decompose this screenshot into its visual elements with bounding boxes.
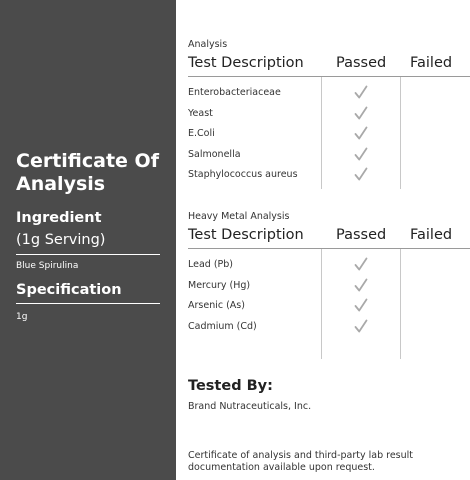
check-icon bbox=[354, 297, 368, 313]
tested-by-heading: Tested By: bbox=[188, 378, 273, 394]
check-icon bbox=[354, 125, 368, 141]
test-name: Cadmium (Cd) bbox=[188, 320, 257, 332]
table-row bbox=[188, 124, 470, 144]
heavy-metal-header-failed: Failed bbox=[410, 227, 453, 243]
table-row bbox=[188, 276, 470, 296]
specification-heading: Specification bbox=[16, 282, 122, 298]
table-row bbox=[188, 317, 470, 337]
check-icon bbox=[354, 84, 368, 100]
footer-note: Certificate of analysis and third-party lab result documentation available upon request. bbox=[188, 450, 414, 473]
check-icon bbox=[354, 146, 368, 162]
check-icon bbox=[354, 318, 368, 334]
heavy-metal-header-rule bbox=[188, 248, 470, 249]
test-name: Enterobacteriaceae bbox=[188, 87, 281, 98]
sidebar-panel bbox=[0, 0, 176, 480]
heavy-metal-section-label: Heavy Metal Analysis bbox=[188, 211, 290, 222]
test-name: Salmonella bbox=[188, 148, 241, 160]
analysis-section-label: Analysis bbox=[188, 39, 228, 50]
table-row bbox=[188, 145, 470, 165]
specification-divider bbox=[16, 303, 160, 304]
test-name: E.Coli bbox=[188, 128, 215, 139]
table-row bbox=[188, 296, 470, 316]
test-name: Yeast bbox=[188, 107, 213, 119]
test-name: Arsenic (As) bbox=[188, 300, 245, 311]
heavy-metal-header-passed: Passed bbox=[336, 227, 387, 243]
table-row bbox=[188, 255, 470, 275]
table-row bbox=[188, 83, 470, 103]
main-content bbox=[188, 0, 470, 480]
table-row bbox=[188, 165, 470, 185]
analysis-header-passed: Passed bbox=[336, 55, 387, 71]
analysis-header-failed: Failed bbox=[410, 55, 453, 71]
check-icon bbox=[354, 105, 368, 121]
test-name: Staphylococcus aureus bbox=[188, 169, 298, 180]
analysis-header-description: Test Description bbox=[188, 55, 304, 71]
ingredient-value: Blue Spirulina bbox=[16, 261, 79, 271]
heavy-metal-header-description: Test Description bbox=[188, 227, 304, 243]
analysis-header-rule bbox=[188, 76, 470, 77]
ingredient-serving: (1g Serving) bbox=[16, 232, 106, 248]
ingredient-heading: Ingredient bbox=[16, 210, 102, 226]
certificate-title: Certificate Of Analysis bbox=[16, 150, 159, 195]
test-name: Mercury (Hg) bbox=[188, 279, 251, 291]
table-row bbox=[188, 104, 470, 124]
check-icon bbox=[354, 256, 368, 272]
test-name: Lead (Pb) bbox=[188, 259, 234, 270]
specification-value: 1g bbox=[16, 312, 28, 322]
tested-by-value: Brand Nutraceuticals, Inc. bbox=[188, 401, 312, 412]
check-icon bbox=[354, 277, 368, 293]
check-icon bbox=[354, 166, 368, 182]
ingredient-divider bbox=[16, 254, 160, 255]
